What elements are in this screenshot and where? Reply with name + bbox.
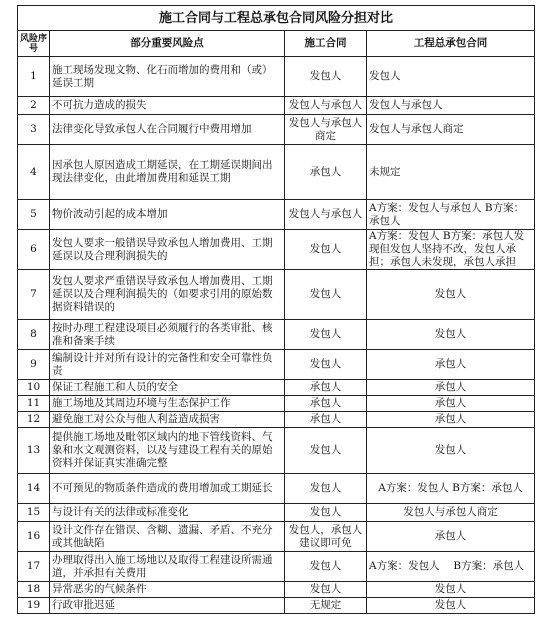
header-risk-no: 风险序号 [18, 31, 50, 57]
risk-point-cell: 不可预见的物质条件造成的费用增加或工期延长 [50, 474, 285, 504]
epc-contract-cell: 承包人 [367, 396, 535, 412]
table-row [18, 504, 535, 522]
table-row [18, 552, 535, 582]
table-row [18, 270, 535, 320]
construction-contract-cell: 无规定 [285, 598, 367, 614]
construction-contract-cell: 发包人 [285, 320, 367, 350]
risk-point-cell: 编制设计并对所有设计的完备性和安全可靠性负责 [50, 350, 285, 380]
epc-contract-cell: A方案：发包人 B方案：承包人发现但发包人坚持不改，发包人承担；承包人未发现，承包人承担 [367, 230, 535, 270]
risk-point-cell: 物价波动引起的成本增加 [50, 200, 285, 230]
table-row [18, 97, 535, 115]
epc-contract-cell: 发包人 [367, 270, 535, 320]
table-row [18, 57, 535, 97]
risk-no-cell: 18 [18, 582, 50, 598]
risk-no-cell: 17 [18, 552, 50, 582]
risk-point-cell: 发包人要求严重错误导致承包人增加费用、工期延误以及合理利润损失的（如要求引用的原始数据资料错误的 [50, 270, 285, 320]
risk-no-cell: 15 [18, 504, 50, 522]
risk-no-cell: 9 [18, 350, 50, 380]
construction-contract-cell: 发包人 [285, 552, 367, 582]
risk-no-cell: 6 [18, 230, 50, 270]
epc-contract-cell: 承包人 [367, 522, 535, 552]
risk-point-cell: 异常恶劣的气候条件 [50, 582, 285, 598]
table-row [18, 598, 535, 614]
construction-contract-cell: 发包人 [285, 270, 367, 320]
risk-point-cell: 设计文件存在错误、含糊、遗漏、矛盾、不充分或其他缺陷 [50, 522, 285, 552]
epc-contract-cell: A方案：发包人 B方案：承包人 [367, 474, 535, 504]
table-row [18, 474, 535, 504]
header-epc-contract: 工程总承包合同 [367, 31, 535, 57]
table-row [18, 522, 535, 552]
risk-no-cell: 4 [18, 145, 50, 200]
risk-point-cell: 按时办理工程建设项目必须履行的各类审批、核准和备案手续 [50, 320, 285, 350]
risk-point-cell: 行政审批迟延 [50, 598, 285, 614]
construction-contract-cell: 发包人 [285, 582, 367, 598]
risk-point-cell: 法律变化导致承包人在合同履行中费用增加 [50, 115, 285, 145]
epc-contract-cell: 承包人 [367, 380, 535, 396]
risk-no-cell: 19 [18, 598, 50, 614]
epc-contract-cell: 发包人与承包人 [367, 97, 535, 115]
risk-no-cell: 16 [18, 522, 50, 552]
risk-point-cell: 施工现场发现文物、化石而增加的费用和（或）延误工期 [50, 57, 285, 97]
risk-point-cell: 施工场地及其周边环境与生态保护工作 [50, 396, 285, 412]
risk-comparison-table [17, 5, 535, 614]
table-row [18, 200, 535, 230]
risk-point-cell: 不可抗力造成的损失 [50, 97, 285, 115]
risk-no-cell: 2 [18, 97, 50, 115]
epc-contract-cell: 发包人 [367, 428, 535, 474]
risk-no-cell: 3 [18, 115, 50, 145]
construction-contract-cell: 承包人 [285, 412, 367, 428]
risk-no-cell: 8 [18, 320, 50, 350]
construction-contract-cell: 承包人 [285, 396, 367, 412]
table-row [18, 320, 535, 350]
construction-contract-cell: 发包人 [285, 504, 367, 522]
construction-contract-cell: 发包人 [285, 57, 367, 97]
table-row [18, 145, 535, 200]
epc-contract-cell: A方案：发包人与承包人 B方案：承包人 [367, 200, 535, 230]
epc-contract-cell: A方案：发包人 B方案：承包人 [367, 552, 535, 582]
header-construction-contract: 施工合同 [285, 31, 367, 57]
epc-contract-cell: 未规定 [367, 145, 535, 200]
table-row [18, 428, 535, 474]
risk-no-cell: 13 [18, 428, 50, 474]
construction-contract-cell: 发包人 [285, 350, 367, 380]
risk-point-cell: 避免施工对公众与他人利益造成损害 [50, 412, 285, 428]
epc-contract-cell: 承包人 [367, 350, 535, 380]
table-row [18, 115, 535, 145]
epc-contract-cell: 发包人 [367, 582, 535, 598]
epc-contract-cell: 发包人与承包人商定 [367, 504, 535, 522]
risk-no-cell: 5 [18, 200, 50, 230]
risk-point-cell: 提供施工场地及毗邻区域内的地下管线资料、气象和水文观测资料，以及与建设工程有关的原始资料并保证真实准确完整 [50, 428, 285, 474]
epc-contract-cell: 承包人 [367, 412, 535, 428]
risk-point-cell: 发包人要求一般错误导致承包人增加费用、工期延误以及合理利润损失的 [50, 230, 285, 270]
construction-contract-cell: 发包人 [285, 428, 367, 474]
risk-no-cell: 12 [18, 412, 50, 428]
risk-point-cell: 因承包人原因造成工期延误，在工期延误期间出现法律变化，由此增加费用和延误工期 [50, 145, 285, 200]
title-row [18, 6, 535, 31]
construction-contract-cell: 发包人与承包人 [285, 97, 367, 115]
construction-contract-cell: 发包人，承包人建议即可免 [285, 522, 367, 552]
header-risk-point: 部分重要风险点 [50, 31, 285, 57]
table-row [18, 582, 535, 598]
construction-contract-cell: 发包人与承包人商定 [285, 115, 367, 145]
header-row [18, 31, 535, 57]
risk-point-cell: 办理取得出入施工场地以及取得工程建设所需通道，并承担有关费用 [50, 552, 285, 582]
table-title: 施工合同与工程总承包合同风险分担对比 [18, 6, 535, 31]
table-row [18, 396, 535, 412]
risk-no-cell: 1 [18, 57, 50, 97]
epc-contract-cell: 发包人与承包人商定 [367, 115, 535, 145]
risk-no-cell: 14 [18, 474, 50, 504]
risk-no-cell: 11 [18, 396, 50, 412]
construction-contract-cell: 发包人与承包人 [285, 200, 367, 230]
risk-no-cell: 10 [18, 380, 50, 396]
epc-contract-cell: 发包人 [367, 57, 535, 97]
table-row [18, 412, 535, 428]
risk-comparison-table-container [17, 5, 534, 636]
construction-contract-cell: 发包人 [285, 474, 367, 504]
table-row [18, 230, 535, 270]
risk-point-cell: 与设计有关的法律或标准变化 [50, 504, 285, 522]
construction-contract-cell: 承包人 [285, 380, 367, 396]
epc-contract-cell: 发包人 [367, 320, 535, 350]
risk-no-cell: 7 [18, 270, 50, 320]
epc-contract-cell: 发包人 [367, 598, 535, 614]
construction-contract-cell: 发包人 [285, 230, 367, 270]
risk-point-cell: 保证工程施工和人员的安全 [50, 380, 285, 396]
construction-contract-cell: 承包人 [285, 145, 367, 200]
table-row [18, 380, 535, 396]
table-row [18, 350, 535, 380]
